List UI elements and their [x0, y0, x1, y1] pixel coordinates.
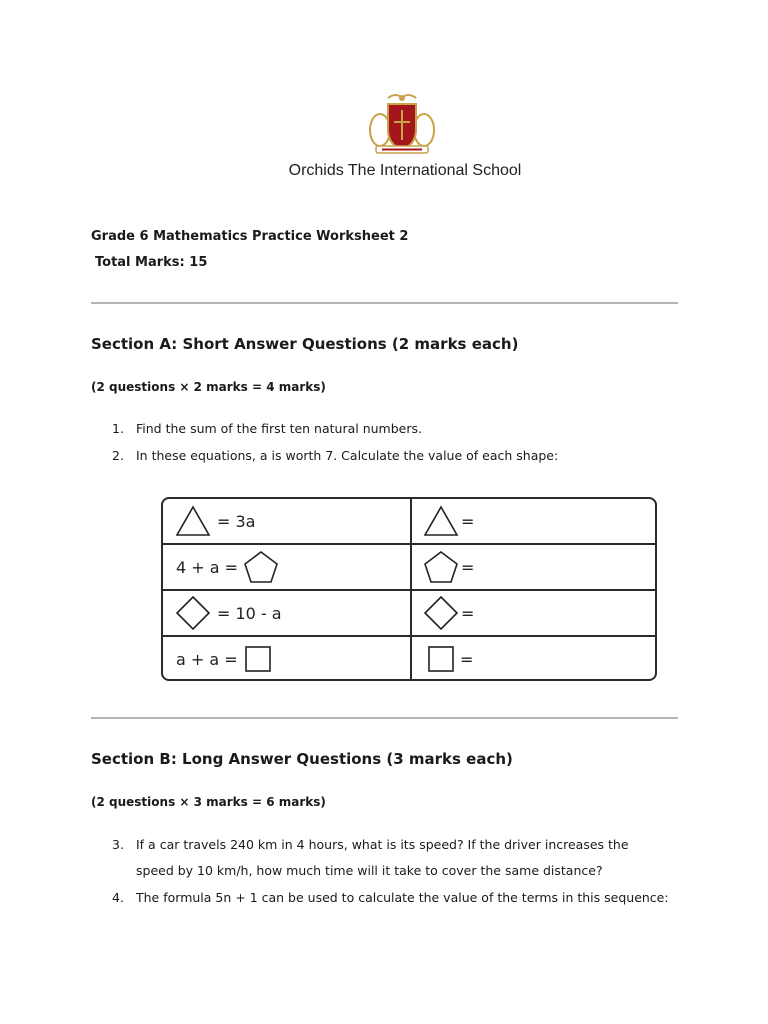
answer-equals: =: [460, 649, 474, 669]
question-text: In these equations, a is worth 7. Calculate the value of each shape:: [136, 448, 559, 463]
diamond-icon: [175, 595, 211, 631]
total-marks: Total Marks: 15: [95, 255, 208, 270]
equation-text: 4 + a =: [176, 557, 239, 577]
equation-text: = 10 - a: [217, 603, 282, 623]
question-text: If a car travels 240 km in 4 hours, what is its speed? If the driver increases the: [136, 837, 629, 852]
table-cell-answer: [423, 591, 474, 635]
table-cell-answer: [427, 637, 473, 681]
section-a-title: Section A: Short Answer Questions (2 marks each): [91, 335, 519, 353]
table-cell-equation: [175, 591, 282, 635]
table-cell-equation: [176, 637, 272, 681]
question-number: 4.: [112, 890, 124, 905]
question-text-continued: speed by 10 km/h, how much time will it take to cover the same distance?: [136, 863, 603, 878]
school-crest-logo: [366, 90, 438, 158]
question-number: 2.: [112, 448, 124, 463]
divider: [91, 302, 678, 304]
question-number: 1.: [112, 421, 124, 436]
answer-equals: =: [461, 557, 475, 577]
table-cell-equation: [175, 499, 255, 543]
triangle-icon: [423, 505, 459, 537]
pentagon-icon: [243, 550, 279, 584]
section-a-subtitle: (2 questions × 2 marks = 4 marks): [91, 380, 326, 394]
question-text: The formula 5n + 1 can be used to calculate the value of the terms in this sequence:: [136, 890, 669, 905]
table-cell-equation: [176, 545, 279, 589]
school-name: Orchids The International School: [288, 162, 522, 179]
answer-equals: =: [461, 511, 475, 531]
answer-equals: =: [461, 603, 475, 623]
section-b-subtitle: (2 questions × 3 marks = 6 marks): [91, 795, 326, 809]
triangle-icon: [175, 505, 211, 537]
question-text: Find the sum of the first ten natural numbers.: [136, 421, 422, 436]
worksheet-title: Grade 6 Mathematics Practice Worksheet 2: [91, 229, 409, 244]
table-cell-answer: [423, 545, 474, 589]
divider: [91, 717, 678, 719]
square-icon: [244, 645, 272, 673]
school-crest-icon: [366, 90, 438, 158]
table-cell-answer: [423, 499, 474, 543]
diamond-icon: [423, 595, 459, 631]
equation-text: = 3a: [217, 511, 256, 531]
square-icon: [427, 645, 455, 673]
shape-value-table: [161, 497, 657, 681]
question-number: 3.: [112, 837, 124, 852]
equation-text: a + a =: [176, 649, 238, 669]
section-b-title: Section B: Long Answer Questions (3 marks each): [91, 750, 513, 768]
pentagon-icon: [423, 550, 459, 584]
